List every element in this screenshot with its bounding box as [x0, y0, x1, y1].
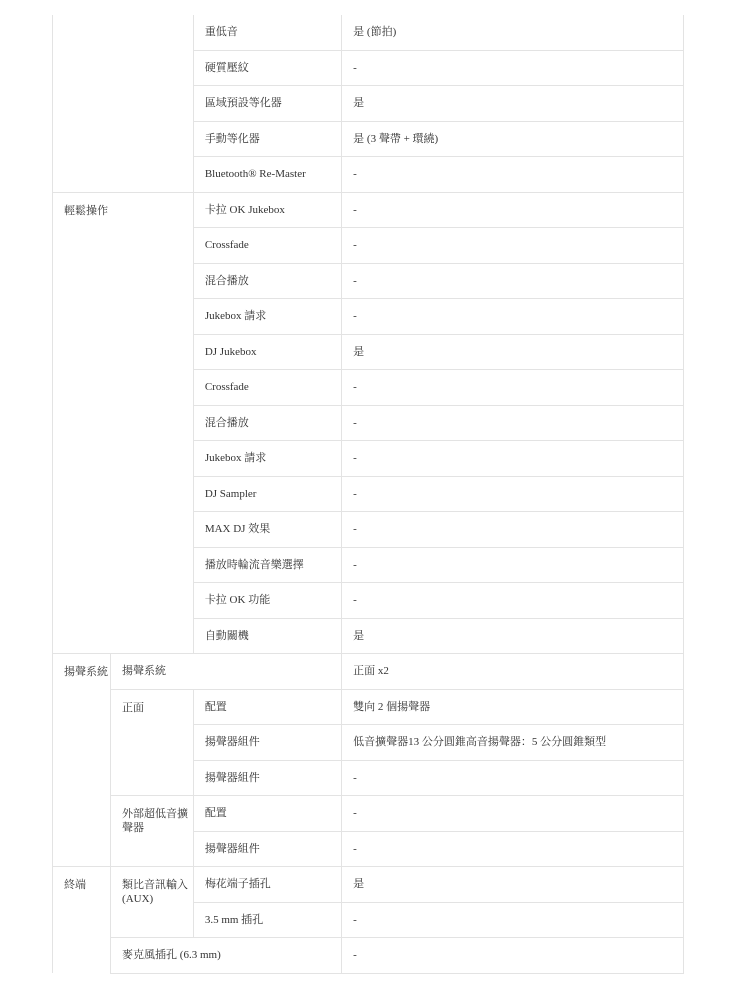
- feature-value: -: [342, 157, 684, 193]
- table-row: [53, 15, 684, 50]
- table-row: [53, 938, 684, 974]
- subcategory-front: 正面: [111, 689, 194, 796]
- feature-label: Bluetooth® Re-Master: [193, 157, 341, 193]
- feature-label: 配置: [193, 689, 341, 725]
- category-cell-audio: [53, 15, 194, 192]
- feature-label: 3.5 mm 插孔: [193, 902, 341, 938]
- feature-label: DJ Jukebox: [193, 334, 341, 370]
- feature-value: -: [342, 405, 684, 441]
- feature-label: 揚聲器組件: [193, 725, 341, 761]
- feature-value: -: [342, 583, 684, 619]
- feature-value: -: [342, 50, 684, 86]
- feature-label: 配置: [193, 796, 341, 832]
- feature-value: -: [342, 263, 684, 299]
- feature-label: 揚聲器組件: [193, 831, 341, 867]
- feature-value: 是: [342, 334, 684, 370]
- table-row: [53, 192, 684, 228]
- feature-label: 手動等化器: [193, 121, 341, 157]
- feature-value: -: [342, 796, 684, 832]
- feature-label: 揚聲器組件: [193, 760, 341, 796]
- feature-label: Crossfade: [193, 228, 341, 264]
- feature-label: Jukebox 請求: [193, 299, 341, 335]
- feature-label: MAX DJ 效果: [193, 512, 341, 548]
- feature-value: -: [342, 512, 684, 548]
- feature-label: 混合播放: [193, 263, 341, 299]
- mic-jack-value: -: [342, 938, 684, 974]
- subcategory-analog-input: 類比音訊輸入 (AUX): [111, 867, 194, 938]
- table-row: [53, 796, 684, 832]
- table-row: [53, 867, 684, 903]
- feature-value: 雙向 2 個揚聲器: [342, 689, 684, 725]
- feature-value: -: [342, 192, 684, 228]
- feature-label: Crossfade: [193, 370, 341, 406]
- category-terminals: 終端: [53, 867, 111, 974]
- feature-value: 是 (3 聲帶 + 環繞): [342, 121, 684, 157]
- category-easy-operation: 輕鬆操作: [53, 192, 194, 654]
- feature-value: -: [342, 902, 684, 938]
- table-row: [53, 654, 684, 690]
- feature-label: 硬質壓紋: [193, 50, 341, 86]
- feature-value: -: [342, 760, 684, 796]
- feature-label: 卡拉 OK 功能: [193, 583, 341, 619]
- feature-value: 是 (節拍): [342, 15, 684, 50]
- feature-label: 播放時輪流音樂選擇: [193, 547, 341, 583]
- feature-label: 區域預設等化器: [193, 86, 341, 122]
- feature-label: 重低音: [193, 15, 341, 50]
- spec-table: [52, 15, 684, 974]
- feature-value: -: [342, 441, 684, 477]
- feature-value: -: [342, 370, 684, 406]
- table-row: [53, 689, 684, 725]
- mic-jack-label: 麥克風插孔 (6.3 mm): [111, 938, 342, 974]
- speaker-system-label: 揚聲系統: [111, 654, 342, 690]
- category-speaker-system: 揚聲系統: [53, 654, 111, 867]
- subcategory-subwoofer: 外部超低音擴聲器: [111, 796, 194, 867]
- feature-label: 梅花端子插孔: [193, 867, 341, 903]
- feature-value: -: [342, 547, 684, 583]
- feature-label: DJ Sampler: [193, 476, 341, 512]
- feature-value: 是: [342, 618, 684, 654]
- feature-value: -: [342, 831, 684, 867]
- speaker-system-value: 正面 x2: [342, 654, 684, 690]
- feature-value: -: [342, 299, 684, 335]
- feature-label: 卡拉 OK Jukebox: [193, 192, 341, 228]
- feature-value: 是: [342, 86, 684, 122]
- feature-value: -: [342, 228, 684, 264]
- feature-value: -: [342, 476, 684, 512]
- feature-label: 混合播放: [193, 405, 341, 441]
- feature-value: 低音擴聲器13 公分圓錐高音揚聲器：5 公分圓錐類型: [342, 725, 684, 761]
- feature-label: Jukebox 請求: [193, 441, 341, 477]
- feature-label: 自動關機: [193, 618, 341, 654]
- feature-value: 是: [342, 867, 684, 903]
